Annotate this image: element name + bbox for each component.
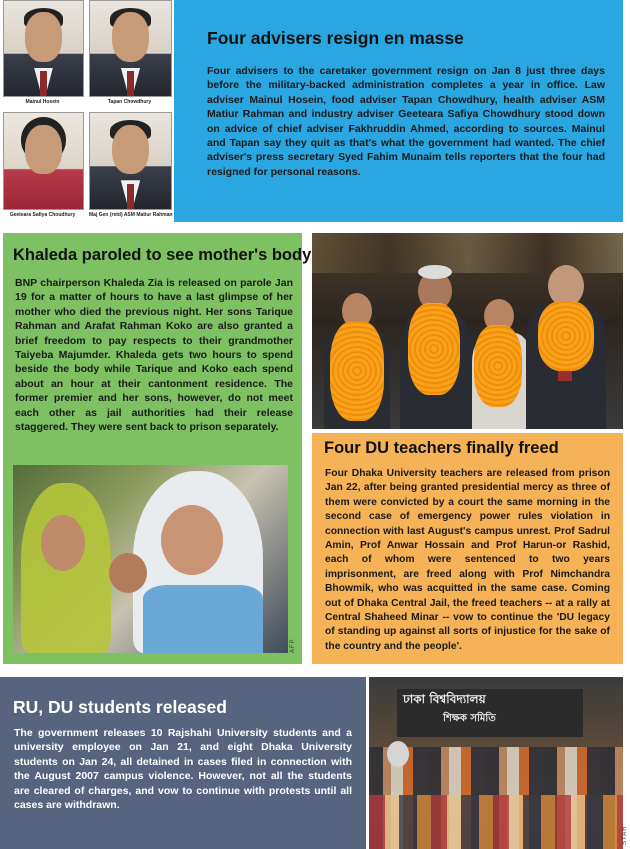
photo-students-rally [369, 677, 623, 849]
photo-credit-afp: AFP [290, 638, 296, 653]
rally-banner [397, 689, 583, 737]
body-students-released: The government releases 10 Rajshahi University students and a university employee on Jan 21, and eight Dhaka University students on Jan 24, all detained in cases filed in connection with the August 2007 campus violence. However, not all the students are cleared of charges, and vow to continue with protests until all cases are withdrawn. [14, 727, 352, 812]
body-du-teachers-freed: Four Dhaka University teachers are released from prison Jan 22, after being granted presidential mercy as three of them were convicted by a court the same morning in the second case of emergency power rules violation in connection with last August's campus unrest. Prof Sadrul Amin, Prof Anwar Hossain and Prof Harun-or Rashid, each of whom were sentenced to two years imprisonment, are freed along with Prof Nimchandra Bhowmik, who was acquitted in the same case. Coming out of Dhaka Central Jail, the freed teachers -- at a rally at Central Shaheed Minar -- vow to continue the 'DU legacy of standing up against all sorts of injustice for the sake of the country and the people'. [325, 468, 610, 652]
story-du-teachers-box [312, 433, 623, 664]
rally-banner-line2: শিক্ষক সমিতি [443, 713, 496, 724]
story-khaleda-box [3, 233, 312, 664]
caption-mainul-hosein: Mainul Hosein [25, 99, 60, 105]
body-khaleda-paroled: BNP chairperson Khaleda Zia is released on parole Jan 19 for a matter of hours to have a last glimpse of her mother who died the previous night. Her sons Tarique Rahman and Arafat Rahman Koko are also granted a brief freedom to pay respects to their grandmother Taiyeba Majumder. Khaleda gets two hours to spend beside the body while Tarique and Koko each spend about an hour at their cantonment residence. The former premier and her sons, however, do not meet each other as jail authorities had their release staggered. They were sent back to prison separately. [15, 277, 293, 434]
portrait-matiur-rahman [89, 112, 172, 210]
photo-credit-star-teachers: STAR [615, 408, 621, 428]
portrait-tapan-chowdhury [89, 0, 172, 97]
caption-matiur-rahman: Maj Gen (retd) ASM Matiur Rahman [89, 212, 173, 218]
headline-advisers-resign: Four advisers resign en masse [207, 28, 464, 48]
rally-banner-line1: ঢাকা বিশ্ববিদ্যালয় [403, 692, 486, 706]
headline-students-released: RU, DU students released [13, 697, 227, 717]
headline-du-teachers-freed: Four DU teachers finally freed [324, 439, 559, 457]
photo-credit-star-students: STAR [622, 825, 628, 845]
caption-geeteara-safiya-choudhury: Geeteara Safiya Choudhury [9, 212, 76, 218]
headline-khaleda-paroled: Khaleda paroled to see mother's body [13, 246, 312, 264]
story-students-box [0, 677, 366, 849]
story-advisers-box [174, 0, 623, 222]
caption-tapan-chowdhury: Tapan Chowdhury [107, 99, 152, 105]
photo-khaleda-mourning [13, 465, 288, 653]
photo-du-teachers-garlanded [312, 233, 623, 429]
portrait-geeteara-safiya-choudhury [3, 112, 84, 210]
portrait-mainul-hosein [3, 0, 84, 97]
body-advisers-resign: Four advisers to the caretaker government resign on Jan 8 just three days before the military-backed administration completes a year in office. Law adviser Mainul Hosein, food adviser Tapan Chowdhury, health adviser ASM Matiur Rahman and industry adviser Geeteara Safiya Chowdhury stood down on advice of chief adviser Fakhruddin Ahmed, according to sources. Mainul and Tapan say they quit as that's what the government had wanted. The chief adviser's press secretary Syed Fahim Munaim tells reporters that the four had resigned for personal reasons. [207, 65, 605, 178]
